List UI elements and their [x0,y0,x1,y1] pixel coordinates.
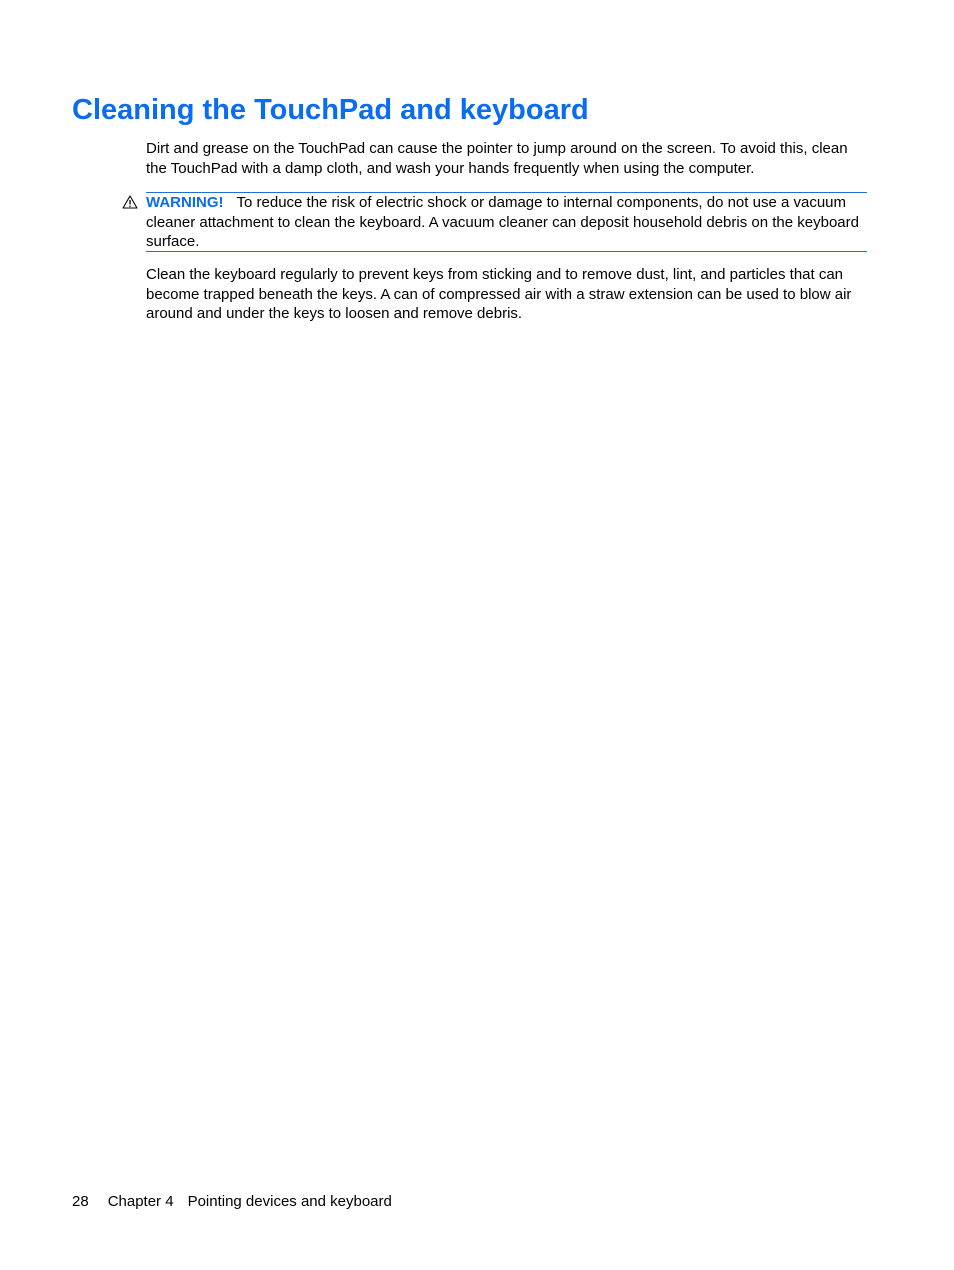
footer-chapter: Chapter 4 [107,1193,174,1210]
warning-triangle-icon [122,195,138,209]
page-footer [72,1193,392,1211]
body-paragraph-touchpad: Dirt and grease on the TouchPad can cause the pointer to jump around on the screen. To avoid this, clean the TouchPad with a damp cloth, and wash your hands frequently when using the computer. [146,140,848,177]
footer-chapter-title: Pointing devices and keyboard [187,1193,392,1210]
page-title: Cleaning the TouchPad and keyboard [72,94,589,126]
warning-text-block [146,193,870,252]
warning-message: To reduce the risk of electric shock or damage to internal components, do not use a vacuum cleaner attachment to clean the keyboard. A vacuum cleaner can deposit household debris on the keyboard surface. [146,194,859,251]
body-paragraph-keyboard: Clean the keyboard regularly to prevent keys from sticking and to remove dust, lint, and particles that can become trapped beneath the keys. A can of compressed air with a straw extension can be used to blow air around and under the keys to loosen and remove debris. [146,266,852,323]
footer-page-number: 28 [72,1193,89,1210]
warning-notice [146,192,867,252]
warning-label: WARNING! [146,194,224,211]
